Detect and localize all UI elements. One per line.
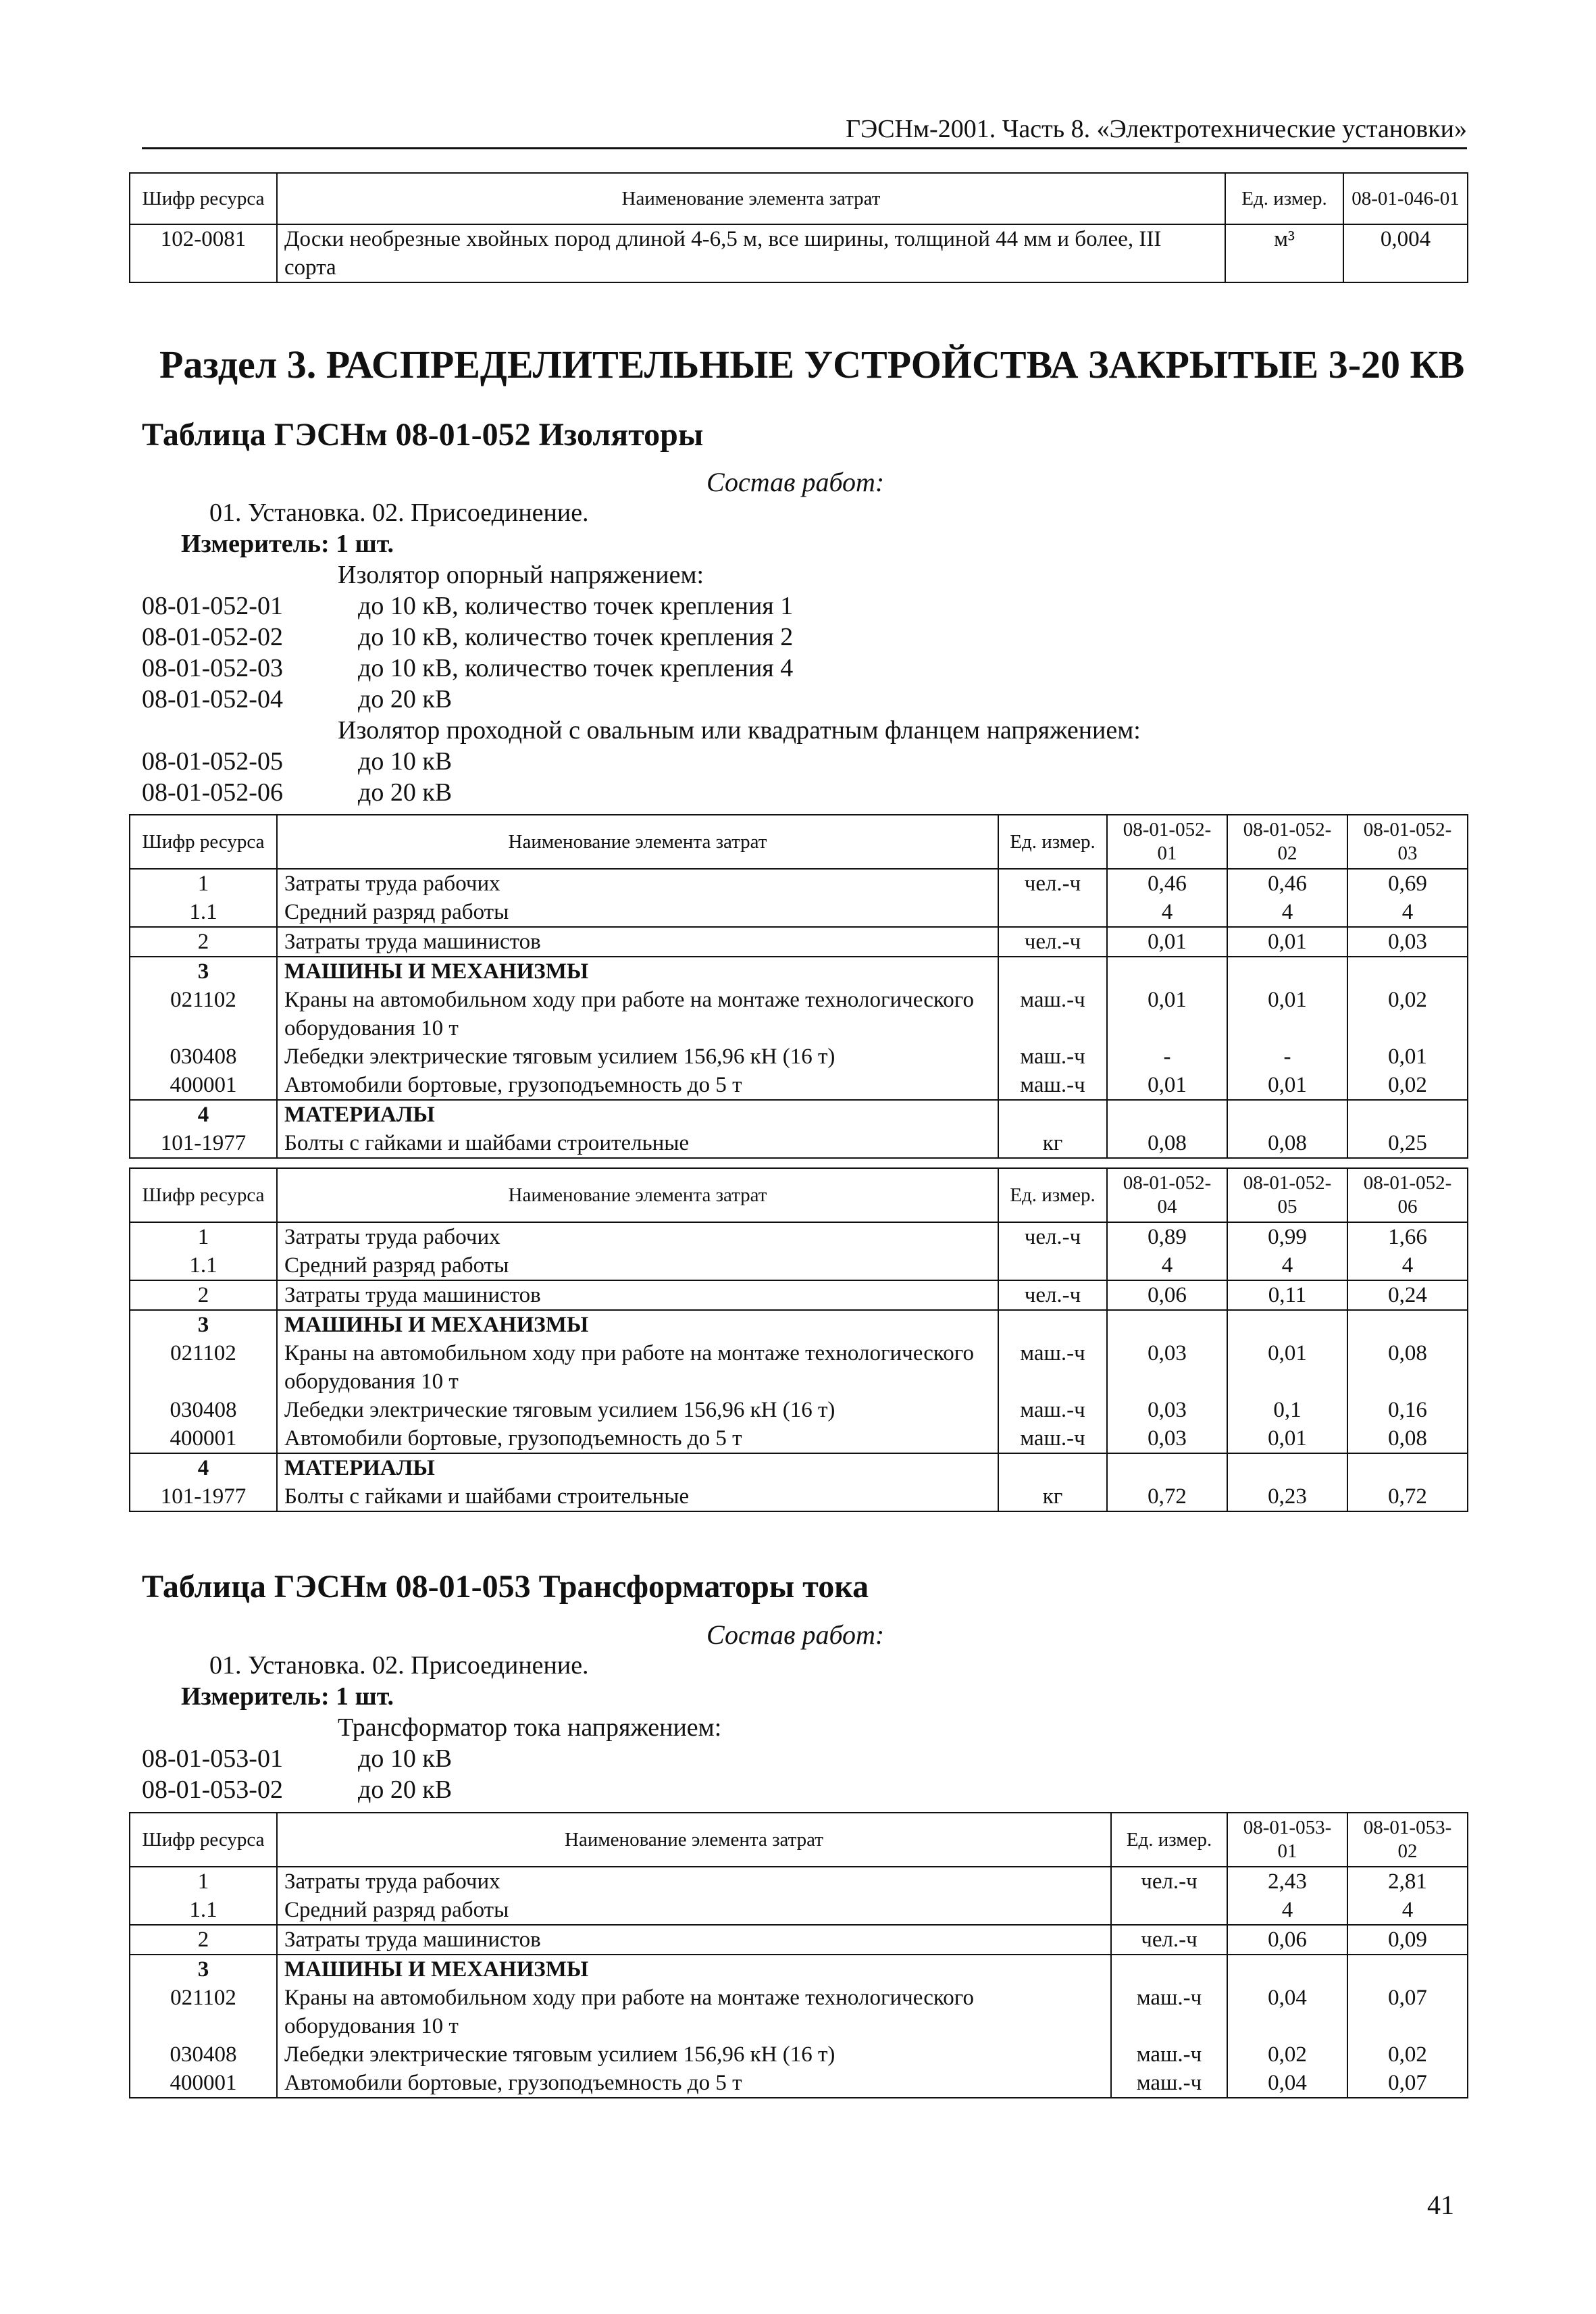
cell-code: 3 — [130, 957, 277, 986]
table-row — [130, 1310, 1468, 1339]
item-text: до 20 кВ — [358, 1776, 453, 1804]
cell-value: 0,01 — [1227, 1339, 1347, 1396]
cell-unit — [998, 898, 1107, 927]
cell-code: 101-1977 — [130, 1129, 277, 1158]
cell-unit: маш.-ч — [998, 986, 1107, 1042]
header-name: Наименование элемента затрат — [277, 1813, 1111, 1867]
cell-value: 0,01 — [1227, 986, 1347, 1042]
cell-unit: чел.-ч — [998, 1222, 1107, 1251]
table-row — [130, 1453, 1468, 1482]
cell-unit: чел.-ч — [998, 927, 1107, 957]
cell-name: Средний разряд работы — [277, 1251, 998, 1280]
cell-code: 400001 — [130, 2069, 277, 2098]
cell-name: Автомобили бортовые, грузоподъемность до 5 т — [277, 1071, 998, 1100]
table-row — [130, 957, 1468, 986]
cell-value — [1227, 957, 1347, 986]
cell-value: 0,06 — [1227, 1925, 1347, 1955]
cell-value: 0,23 — [1227, 1482, 1347, 1511]
cell-value: 0,02 — [1227, 2040, 1347, 2069]
cell-unit — [998, 1453, 1107, 1482]
cell-value: 4 — [1107, 1251, 1227, 1280]
cell-name: Болты с гайками и шайбами строительные — [277, 1482, 998, 1511]
cell-value: 0,01 — [1347, 1042, 1468, 1071]
cell-value: 0,06 — [1107, 1280, 1227, 1310]
cell-unit: м³ — [1225, 224, 1343, 282]
cell-unit: маш.-ч — [1111, 1984, 1227, 2040]
cell-value: 0,1 — [1227, 1396, 1347, 1424]
table-052-meter: Измеритель: 1 шт. — [181, 530, 394, 558]
table-row — [130, 2069, 1468, 2098]
cell-name: МАШИНЫ И МЕХАНИЗМЫ — [277, 957, 998, 986]
cell-value — [1227, 1310, 1347, 1339]
header-unit: Ед. измер. — [1225, 173, 1343, 224]
cell-unit: маш.-ч — [998, 1396, 1107, 1424]
cell-code: 102-0081 — [130, 224, 277, 282]
cell-value — [1107, 1310, 1227, 1339]
cell-name: Краны на автомобильном ходу при работе на монтаже технологического оборудования 10 т — [277, 986, 998, 1042]
header-name: Наименование элемента затрат — [277, 173, 1225, 224]
cell-unit: маш.-ч — [998, 1424, 1107, 1453]
header-unit: Ед. измер. — [1111, 1813, 1227, 1867]
item-code: 08-01-052-05 — [142, 747, 283, 776]
page-number: 41 — [1427, 2190, 1454, 2220]
cell-name: Автомобили бортовые, грузоподъемность до 5 т — [277, 2069, 1111, 2098]
cell-value — [1347, 957, 1468, 986]
table-row — [130, 1896, 1468, 1925]
cell-value: 0,02 — [1347, 1071, 1468, 1100]
cell-value: 0,08 — [1227, 1129, 1347, 1158]
table-row — [130, 927, 1468, 957]
cell-name: Затраты труда рабочих — [277, 1222, 998, 1251]
cell-value: 0,24 — [1347, 1280, 1468, 1310]
running-header: ГЭСНм-2001. Часть 8. «Электротехнические установки» — [142, 114, 1467, 149]
item-code: 08-01-052-01 — [142, 592, 283, 620]
cell-code: 2 — [130, 1280, 277, 1310]
cell-value — [1227, 1100, 1347, 1129]
item-text: до 10 кВ, количество точек крепления 4 — [358, 654, 794, 682]
table-053-composition-label: Состав работ: — [706, 1619, 885, 1650]
cell-unit — [998, 1251, 1107, 1280]
table-row — [130, 1100, 1468, 1129]
cell-code: 400001 — [130, 1071, 277, 1100]
cell-code: 030408 — [130, 1042, 277, 1071]
cell-code: 030408 — [130, 2040, 277, 2069]
cell-unit: маш.-ч — [1111, 2069, 1227, 2098]
cell-name: МАШИНЫ И МЕХАНИЗМЫ — [277, 1310, 998, 1339]
cell-value: - — [1107, 1042, 1227, 1071]
cell-name: Средний разряд работы — [277, 1896, 1111, 1925]
cell-unit: маш.-ч — [998, 1042, 1107, 1071]
cell-name: Краны на автомобильном ходу при работе на монтаже технологического оборудования 10 т — [277, 1984, 1111, 2040]
cell-value: 0,01 — [1227, 927, 1347, 957]
header-col: 08-01-052-03 — [1347, 815, 1468, 869]
cell-value: 0,99 — [1227, 1222, 1347, 1251]
cell-unit: чел.-ч — [1111, 1867, 1227, 1896]
cell-value: 0,01 — [1107, 927, 1227, 957]
cell-name: МАТЕРИАЛЫ — [277, 1100, 998, 1129]
cell-code: 1 — [130, 1867, 277, 1896]
cell-value: 4 — [1107, 898, 1227, 927]
cell-value: 0,07 — [1347, 2069, 1468, 2098]
cell-value — [1227, 1955, 1347, 1984]
header-col: 08-01-052-04 — [1107, 1168, 1227, 1222]
cell-value: 0,08 — [1347, 1424, 1468, 1453]
item-code: 08-01-053-02 — [142, 1776, 283, 1804]
table-row — [130, 898, 1468, 927]
cell-value: 0,46 — [1227, 869, 1347, 898]
cell-value: 0,03 — [1107, 1396, 1227, 1424]
item-code: 08-01-052-03 — [142, 654, 283, 682]
cell-value: 0,03 — [1347, 927, 1468, 957]
cell-value — [1347, 1310, 1468, 1339]
table-row — [130, 869, 1468, 898]
table-row — [130, 1129, 1468, 1158]
cell-name: Лебедки электрические тяговым усилием 156,96 кН (16 т) — [277, 2040, 1111, 2069]
table-row — [130, 1251, 1468, 1280]
table-row — [130, 1280, 1468, 1310]
header-col: 08-01-052-05 — [1227, 1168, 1347, 1222]
cell-value: 0,11 — [1227, 1280, 1347, 1310]
table-052-a — [129, 814, 1468, 1159]
cell-name: Затраты труда машинистов — [277, 1925, 1111, 1955]
cell-value: 4 — [1227, 898, 1347, 927]
cell-name: Лебедки электрические тяговым усилием 156,96 кН (16 т) — [277, 1042, 998, 1071]
cell-code: 2 — [130, 927, 277, 957]
cell-name: Болты с гайками и шайбами строительные — [277, 1129, 998, 1158]
header-code: Шифр ресурса — [130, 815, 277, 869]
cell-value: 0,01 — [1107, 986, 1227, 1042]
cell-value: 0,07 — [1347, 1984, 1468, 2040]
table-052-composition: 01. Установка. 02. Присоединение. — [209, 499, 589, 527]
cell-unit: маш.-ч — [998, 1339, 1107, 1396]
item-text: до 10 кВ — [358, 1744, 453, 1773]
cell-value: 0,09 — [1347, 1925, 1468, 1955]
cell-unit — [1111, 1955, 1227, 1984]
cell-value: 0,004 — [1343, 224, 1468, 282]
cell-value: 0,02 — [1347, 2040, 1468, 2069]
cell-value: 0,72 — [1347, 1482, 1468, 1511]
item-text: до 10 кВ, количество точек крепления 1 — [358, 592, 794, 620]
cell-value: 2,43 — [1227, 1867, 1347, 1896]
cell-value: 0,04 — [1227, 2069, 1347, 2098]
cell-value: 0,01 — [1227, 1071, 1347, 1100]
cell-value — [1107, 1100, 1227, 1129]
table-row — [130, 1396, 1468, 1424]
item-text: до 20 кВ — [358, 778, 453, 807]
cell-unit: чел.-ч — [1111, 1925, 1227, 1955]
cell-value: 4 — [1347, 1251, 1468, 1280]
cell-value: 0,03 — [1107, 1339, 1227, 1396]
cell-value — [1107, 1453, 1227, 1482]
cell-name: Краны на автомобильном ходу при работе на монтаже технологического оборудования 10 т — [277, 1339, 998, 1396]
table-row — [130, 1955, 1468, 1984]
item-code: 08-01-053-01 — [142, 1744, 283, 1773]
table-row — [130, 2040, 1468, 2069]
cell-code: 021102 — [130, 986, 277, 1042]
table-row — [130, 1984, 1468, 2040]
header-unit: Ед. измер. — [998, 815, 1107, 869]
section-title: Раздел 3. РАСПРЕДЕЛИТЕЛЬНЫЕ УСТРОЙСТВА ЗАКРЫТЫЕ 3-20 КВ — [159, 343, 1465, 386]
table-053 — [129, 1812, 1468, 2098]
cell-code: 1.1 — [130, 1251, 277, 1280]
cell-value: 0,02 — [1347, 986, 1468, 1042]
table-row — [130, 1867, 1468, 1896]
header-name: Наименование элемента затрат — [277, 1168, 998, 1222]
cell-code: 030408 — [130, 1396, 277, 1424]
cell-code: 1 — [130, 869, 277, 898]
cell-name: Доски необрезные хвойных пород длиной 4-6,5 м, все ширины, толщиной 44 мм и более, III сорта — [277, 224, 1225, 282]
table-052-title: Таблица ГЭСНм 08-01-052 Изоляторы — [142, 417, 704, 453]
cell-code: 021102 — [130, 1339, 277, 1396]
cell-value: 0,04 — [1227, 1984, 1347, 2040]
cell-name: Автомобили бортовые, грузоподъемность до 5 т — [277, 1424, 998, 1453]
cell-value: 0,16 — [1347, 1396, 1468, 1424]
cell-unit: кг — [998, 1482, 1107, 1511]
cell-unit: маш.-ч — [998, 1071, 1107, 1100]
cell-value: 0,89 — [1107, 1222, 1227, 1251]
cell-code: 3 — [130, 1310, 277, 1339]
cell-unit — [998, 1100, 1107, 1129]
item-text: до 20 кВ — [358, 685, 453, 713]
item-code: 08-01-052-02 — [142, 623, 283, 651]
cell-value — [1347, 1100, 1468, 1129]
item-code: 08-01-052-04 — [142, 685, 283, 713]
table-052-b-body — [130, 1222, 1468, 1511]
cell-code: 1.1 — [130, 898, 277, 927]
cell-value — [1227, 1453, 1347, 1482]
cell-code: 101-1977 — [130, 1482, 277, 1511]
cell-value: 0,46 — [1107, 869, 1227, 898]
cell-code: 1 — [130, 1222, 277, 1251]
table-053-title: Таблица ГЭСНм 08-01-053 Трансформаторы тока — [142, 1569, 869, 1605]
cell-unit — [998, 957, 1107, 986]
cell-value — [1107, 957, 1227, 986]
cell-value: 0,08 — [1107, 1129, 1227, 1158]
table-052-b — [129, 1167, 1468, 1512]
table-row — [130, 986, 1468, 1042]
cell-code: 3 — [130, 1955, 277, 1984]
header-col: 08-01-052-06 — [1347, 1168, 1468, 1222]
cell-name: Затраты труда рабочих — [277, 1867, 1111, 1896]
header-code: Шифр ресурса — [130, 1813, 277, 1867]
table-053-meter: Измеритель: 1 шт. — [181, 1682, 394, 1711]
header-name: Наименование элемента затрат — [277, 815, 998, 869]
table-053-group-1: Трансформатор тока напряжением: — [338, 1713, 722, 1742]
table-row — [130, 1424, 1468, 1453]
cell-value: 0,01 — [1227, 1424, 1347, 1453]
cell-code: 4 — [130, 1100, 277, 1129]
cell-value: 0,01 — [1107, 1071, 1227, 1100]
cell-code: 021102 — [130, 1984, 277, 2040]
cell-code: 2 — [130, 1925, 277, 1955]
cell-value: 0,03 — [1107, 1424, 1227, 1453]
cell-code: 4 — [130, 1453, 277, 1482]
cell-code: 1.1 — [130, 1896, 277, 1925]
cell-value: 4 — [1347, 1896, 1468, 1925]
cell-unit — [1111, 1896, 1227, 1925]
cell-value — [1347, 1955, 1468, 1984]
cell-value: 0,72 — [1107, 1482, 1227, 1511]
item-text: до 10 кВ, количество точек крепления 2 — [358, 623, 794, 651]
cell-value: 2,81 — [1347, 1867, 1468, 1896]
table-052-group-2: Изолятор проходной с овальным или квадратным фланцем напряжением: — [338, 716, 1141, 745]
cell-value: 4 — [1227, 1896, 1347, 1925]
header-code: Шифр ресурса — [130, 1168, 277, 1222]
cell-value: 0,08 — [1347, 1339, 1468, 1396]
table-052-group-1: Изолятор опорный напряжением: — [338, 561, 704, 589]
table-052-a-body — [130, 869, 1468, 1158]
header-col: 08-01-052-01 — [1107, 815, 1227, 869]
cell-name: Затраты труда рабочих — [277, 869, 998, 898]
cell-value: - — [1227, 1042, 1347, 1071]
cell-name: Лебедки электрические тяговым усилием 156,96 кН (16 т) — [277, 1396, 998, 1424]
header-unit: Ед. измер. — [998, 1168, 1107, 1222]
header-code: Шифр ресурса — [130, 173, 277, 224]
cell-value: 1,66 — [1347, 1222, 1468, 1251]
table-052-composition-label: Состав работ: — [706, 467, 885, 497]
cell-unit: чел.-ч — [998, 1280, 1107, 1310]
table-row — [130, 1222, 1468, 1251]
cell-code: 400001 — [130, 1424, 277, 1453]
cell-value — [1347, 1453, 1468, 1482]
item-text: до 10 кВ — [358, 747, 453, 776]
table-row — [130, 1339, 1468, 1396]
cell-unit: кг — [998, 1129, 1107, 1158]
cell-value: 0,69 — [1347, 869, 1468, 898]
table-row — [130, 1071, 1468, 1100]
cell-value: 0,25 — [1347, 1129, 1468, 1158]
cell-unit: маш.-ч — [1111, 2040, 1227, 2069]
cell-name: Затраты труда машинистов — [277, 927, 998, 957]
cell-value: 4 — [1227, 1251, 1347, 1280]
table-row — [130, 1925, 1468, 1955]
table-053-body — [130, 1867, 1468, 2098]
header-col: 08-01-053-02 — [1347, 1813, 1468, 1867]
cell-name: МАТЕРИАЛЫ — [277, 1453, 998, 1482]
table-row — [130, 1482, 1468, 1511]
table-053-composition: 01. Установка. 02. Присоединение. — [209, 1651, 589, 1680]
cell-name: Затраты труда машинистов — [277, 1280, 998, 1310]
cell-name: МАШИНЫ И МЕХАНИЗМЫ — [277, 1955, 1111, 1984]
cell-unit — [998, 1310, 1107, 1339]
header-col-08-01-046-01: 08-01-046-01 — [1343, 173, 1468, 224]
header-col: 08-01-052-02 — [1227, 815, 1347, 869]
table-row — [130, 1042, 1468, 1071]
cell-unit: чел.-ч — [998, 869, 1107, 898]
cell-name: Средний разряд работы — [277, 898, 998, 927]
cell-value: 4 — [1347, 898, 1468, 927]
item-code: 08-01-052-06 — [142, 778, 283, 807]
header-col: 08-01-053-01 — [1227, 1813, 1347, 1867]
continuation-table — [129, 172, 1468, 283]
